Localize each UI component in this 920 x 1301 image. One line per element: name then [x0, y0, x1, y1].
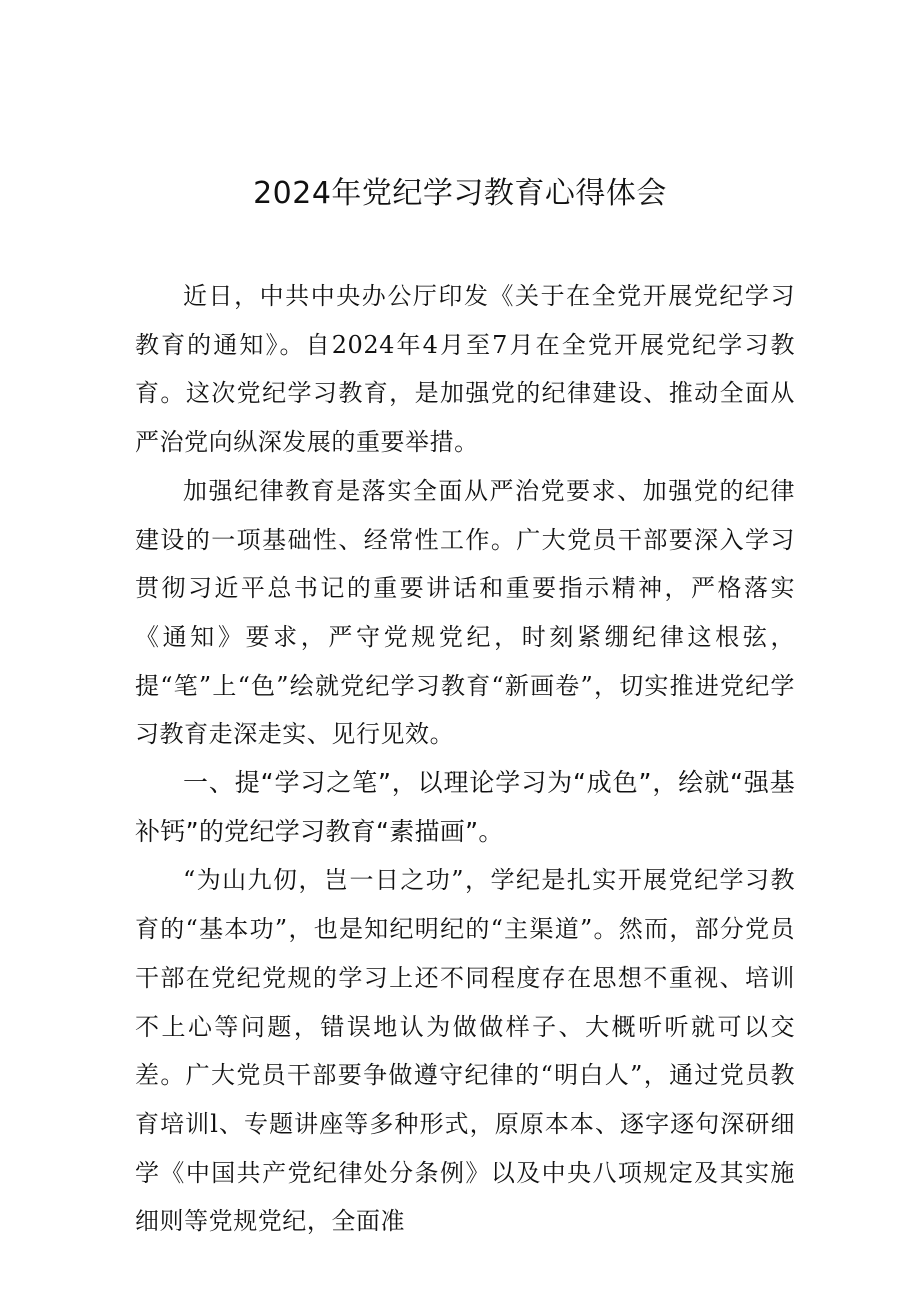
document-body	[135, 272, 795, 1246]
paragraph-discipline-education: 加强纪律教育是落实全面从严治党要求、加强党的纪律建设的一项基础性、经常性工作。广大党员干部要深入学习贯彻习近平总书记的重要讲话和重要指示精神，严格落实《通知》要求，严守党规党纪，时刻紧绷纪律这根弦，提“笔”上“色”绘就党纪学习教育“新画卷”，切实推进党纪学习教育走深走实、见行见效。	[135, 476, 795, 749]
document-title: 2024年党纪学习教育心得体会	[253, 176, 667, 211]
section-heading-1: 一、提“学习之笔”，以理论学习为“成色”，绘就“强基补钙”的党纪学习教育“素描画”。	[135, 768, 795, 846]
paragraph-intro: 近日，中共中央办公厅印发《关于在全党开展党纪学习教育的通知》。自2024年4月至7月在全党开展党纪学习教育。这次党纪学习教育，是加强党的纪律建设、推动全面从严治党向纵深发展的重要举措。	[135, 282, 795, 457]
paragraph-section-1: “为山九仞，岂一日之功”，学纪是扎实开展党纪学习教育的“基本功”，也是知纪明纪的“主渠道”。然而，部分党员干部在党纪党规的学习上还不同程度存在思想不重视、培训不上心等问题，错误地认为做做样子、大概听听就可以交差。广大党员干部要争做遵守纪律的“明白人”，通过党员教育培训l、专题讲座等多种形式，原原本本、逐字逐句深研细学《中国共产党纪律处分条例》以及中央八项规定及其实施细则等党规党纪，全面准	[135, 866, 795, 1236]
